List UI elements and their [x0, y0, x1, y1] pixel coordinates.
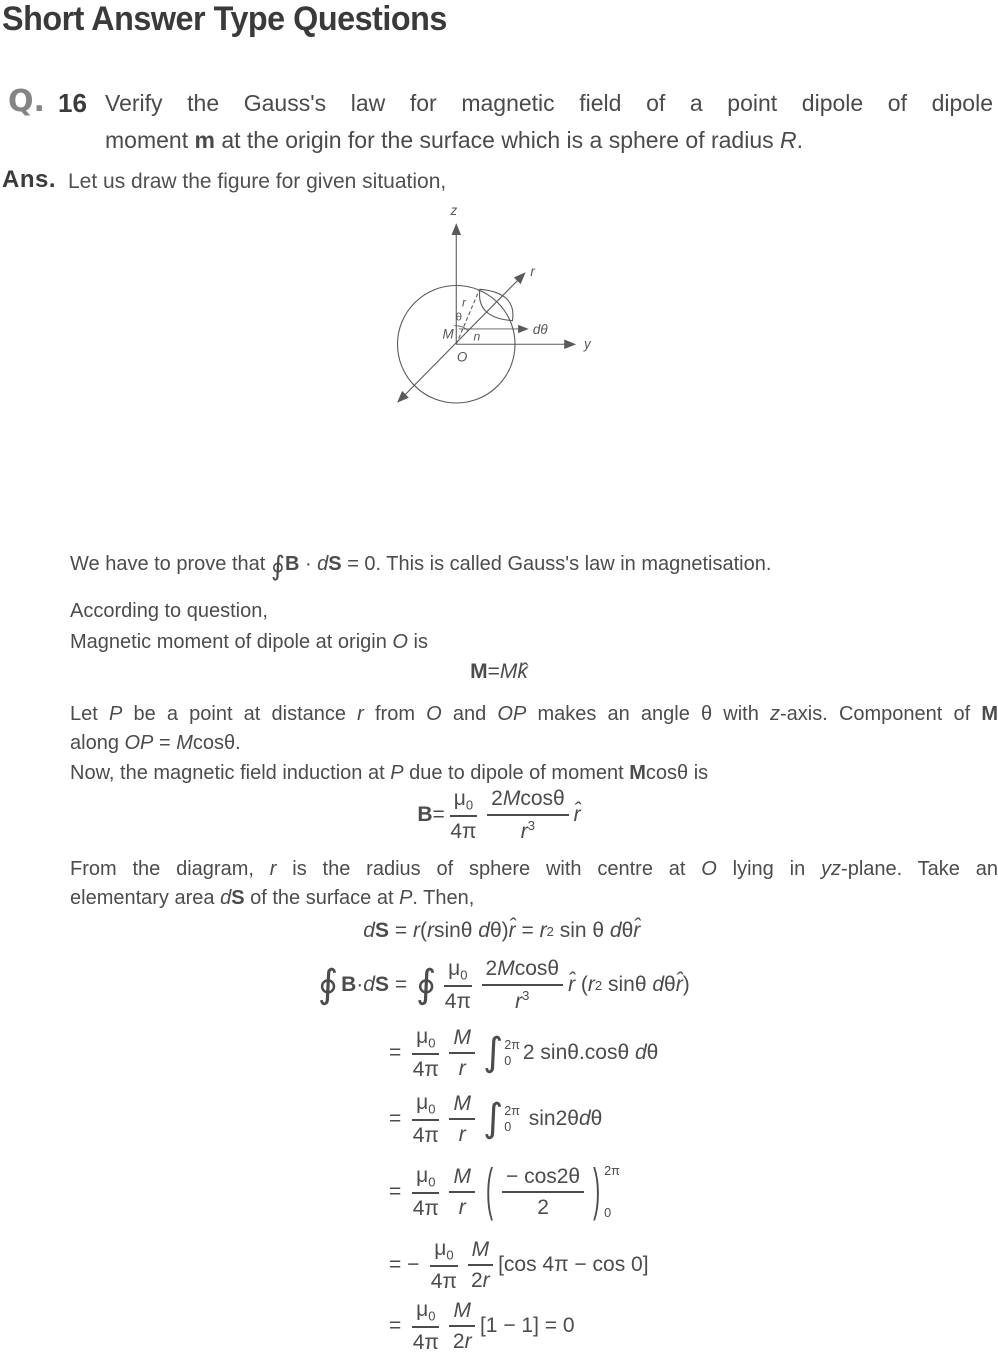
radius-label: r — [462, 295, 467, 310]
answer-intro: Let us draw the figure for given situation, — [68, 170, 447, 193]
sphere-dipole-diagram — [270, 198, 700, 548]
equation-rhs: = r ( r sinθ d θ) r̂ = r 2 sin θ d θ r̂ — [389, 919, 641, 942]
paragraph-now: Now, the magnetic field induction at P due to dipole of moment Mcosθ is — [70, 762, 709, 784]
answer-label: Ans. — [2, 166, 57, 193]
paragraph-from-diagram — [70, 855, 998, 913]
equation-lhs: d S — [363, 919, 389, 942]
theta-label: θ — [455, 311, 463, 324]
equation-row-cos4pi — [303, 1234, 993, 1296]
equation-lhs: ∮ B · d S — [317, 961, 389, 1007]
question-line-2: moment m at the origin for the surface which is a sphere of radius R. — [105, 127, 804, 153]
equation-rhs: = $\frac{\mu_0}{4\pi}$ $\frac{M}{r}$ ( $\frac{- \cos 2\theta}{2}$ ) 2π 0 — [389, 1159, 620, 1223]
equation-row-cos2theta — [303, 1150, 993, 1234]
paragraph-let-p — [70, 700, 998, 758]
d-theta-label: dθ — [532, 322, 548, 338]
question-line-1: Verify the Gauss's law for magnetic field of a point dipole of dipole — [105, 90, 993, 116]
equation-row-sin2theta — [303, 1088, 993, 1150]
equation-row-integral — [303, 950, 993, 1020]
equation-moment: M = M k̂ — [470, 660, 528, 683]
paragraph-magnetic-moment: Magnetic moment of dipole at origin O is — [70, 631, 428, 653]
question-marker: Q. — [8, 84, 45, 119]
equation-rhs: = − $\frac{\mu_0}{4\pi}$ $\frac{M}{2r}$ [cos 4π − cos 0] — [389, 1236, 649, 1293]
equation-row-sincos — [303, 1020, 993, 1086]
equation-row-result — [303, 1296, 993, 1356]
page-title: Short Answer Type Questions — [2, 0, 447, 38]
z-axis-label: z — [450, 203, 458, 219]
paragraph-from-line-2: elementary area dS of the surface at P. Then, — [70, 887, 475, 909]
origin-label: O — [456, 349, 468, 365]
paragraph-from-line-1: From the diagram, r is the radius of sphere with centre at O lying in yz-plane. Take an — [70, 858, 998, 880]
r-axis — [399, 274, 524, 401]
r-axis-label: r — [530, 263, 535, 279]
paragraph-let-p-line-1: Let P be a point at distance r from O and OP makes an angle θ with z-axis. Component of M — [70, 703, 998, 725]
paragraph-according: According to question, — [70, 600, 268, 622]
equation-field: B = $\frac{\mu_0}{4\pi}$ $\frac{2Mcos\theta}{r^3}$ r̂ — [417, 786, 581, 843]
question-text — [105, 85, 993, 159]
y-axis-label: y — [583, 336, 591, 352]
equation-rhs: = $\frac{\mu_0}{4\pi}$ $\frac{M}{r}$ ∫ 2π 0 2 sinθ.cosθ d θ — [389, 1024, 659, 1081]
equation-rhs: = $\frac{\mu_0}{4\pi}$ $\frac{M}{r}$ ∫ 2π 0 sin2θ d θ — [389, 1090, 603, 1147]
equation-rhs: = ∮ $\frac{\mu_0}{4\pi}$ $\frac{2Mcos\theta}{r^3}$ r̂ ( r 2 sinθ d θ r̂ ) — [389, 956, 690, 1013]
equation-rhs: = $\frac{\mu_0}{4\pi}$ $\frac{M}{2r}$ [1 − 1] = 0 — [389, 1297, 575, 1354]
question-number: 16 — [58, 88, 87, 118]
paragraph-prove: We have to prove that ∮B · dS = 0. This is called Gauss's law in magnetisation. — [70, 550, 772, 582]
moment-label: M — [442, 326, 454, 342]
n-label: n — [473, 329, 481, 344]
paragraph-let-p-line-2: along OP = Mcosθ. — [70, 732, 241, 754]
equation-row-ds — [303, 910, 993, 952]
